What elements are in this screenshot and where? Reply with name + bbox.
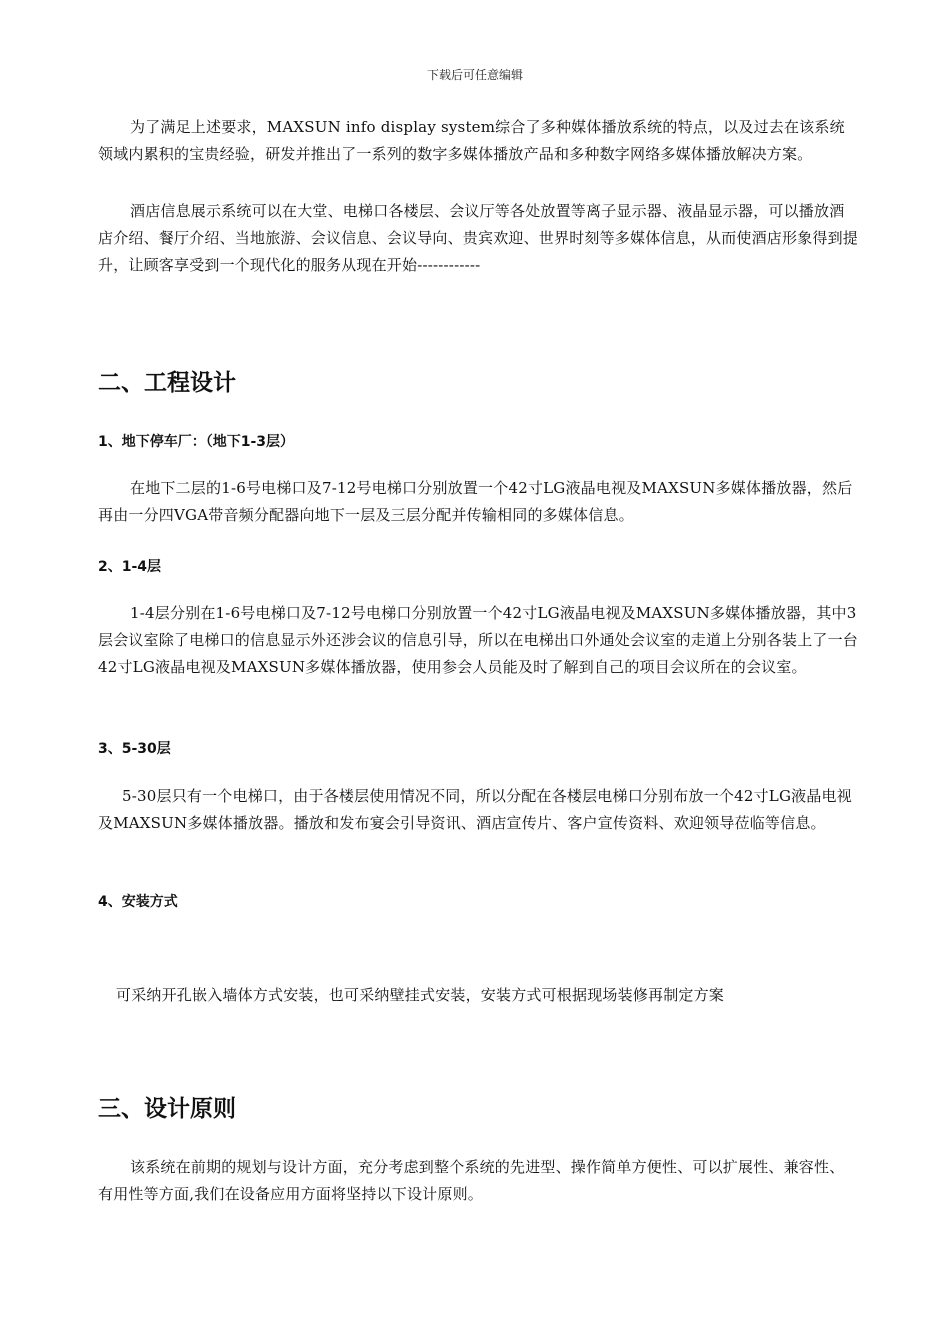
section-3-title: 三、设计原则 bbox=[98, 1096, 236, 1122]
subsection-1-text: 在地下二层的1-6号电梯口及7-12号电梯口分别放置一个42寸LG液晶电视及MAXSUN多媒体播放器，然后再由一分四VGA带音频分配器向地下一层及三层分配并传输相同的多媒体信息。 bbox=[98, 479, 853, 524]
subsection-2-heading: 2、1-4层 bbox=[98, 559, 162, 575]
section-2-title: 二、工程设计 bbox=[98, 370, 236, 396]
subsection-3-heading: 3、5-30层 bbox=[98, 741, 171, 757]
subsection-4-heading: 4、安装方式 bbox=[98, 894, 178, 910]
intro-paragraph-1: 为了满足上述要求，MAXSUN info display system综合了多种媒体播放系统的特点，以及过去在该系统领域内累积的宝贵经验，研发并推出了一系列的数字多媒体播放产品和多种数字网络多媒体播放解决方案。 bbox=[98, 118, 845, 163]
subsection-1-heading: 1、地下停车厂：（地下1-3层） bbox=[98, 434, 295, 450]
section-3-text: 该系统在前期的规划与设计方面，充分考虑到整个系统的先进型、操作简单方便性、可以扩展性、兼容性、有用性等方面,我们在设备应用方面将坚持以下设计原则。 bbox=[98, 1158, 845, 1203]
subsection-4-text: 可采纳开孔嵌入墙体方式安装，也可采纳壁挂式安装，安装方式可根据现场装修再制定方案 bbox=[116, 986, 725, 1004]
page-header-note: 下载后可任意编辑 bbox=[426, 68, 523, 82]
subsection-2-text: 1-4层分别在1-6号电梯口及7-12号电梯口分别放置一个42寸LG液晶电视及MAXSUN多媒体播放器，其中3层会议室除了电梯口的信息显示外还涉会议的信息引导，所以在电梯出口外通处会议室的走道上分别各装上了一台42寸LG液晶电视及MAXSUN多媒体播放器，使用参会人员能及时了解到自己的项目会议所在的会议室。 bbox=[98, 604, 859, 676]
intro-paragraph-2: 酒店信息展示系统可以在大堂、电梯口各楼层、会议厅等各处放置等离子显示器、液晶显示器，可以播放酒店介绍、餐厅介绍、当地旅游、会议信息、会议导向、贵宾欢迎、世界时刻等多媒体信息，从而使酒店形象得到提升，让顾客享受到一个现代化的服务从现在开始------------ bbox=[98, 202, 859, 274]
subsection-3-text: 5-30层只有一个电梯口，由于各楼层使用情况不同，所以分配在各楼层电梯口分别布放一个42寸LG液晶电视及MAXSUN多媒体播放器。播放和发布宴会引导资讯、酒店宣传片、客户宣传资料、欢迎领导莅临等信息。 bbox=[98, 787, 852, 832]
